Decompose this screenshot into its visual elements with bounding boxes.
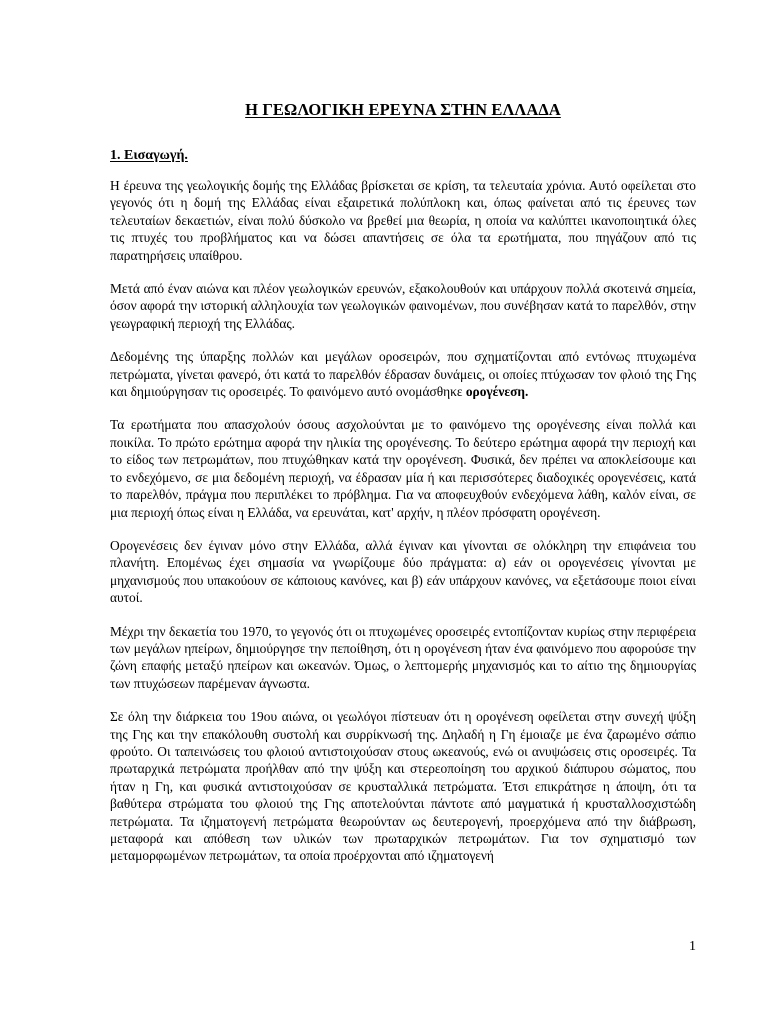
page-number: 1 — [689, 939, 696, 954]
section-heading: 1. Εισαγωγή. — [110, 148, 188, 163]
paragraph-6: Μέχρι την δεκαετία του 1970, το γεγονός ότι οι πτυχωμένες οροσειρές εντοπίζονταν κυρίως στην περιφέρεια των μεγάλων ηπείρων, δημιούργησε την πεποίθηση, ότι η ορογένεση ήταν ένα φαινόμενο που αφορούσε την ζώνη επαφής μεταξύ ηπείρων και ωκεανών. Όμως, ο λεπτομερής μηχανισμός και το αίτιο της δημιουργίας των πτυχώσεων παρέμεναν άγνωστα. — [110, 623, 696, 691]
bold-term: ορογένεση. — [465, 384, 529, 400]
paragraph-4: Τα ερωτήματα που απασχολούν όσους ασχολούνται με το φαινόμενο της ορογένεσης είναι πολλά και ποικίλα. Το πρώτο ερώτημα αφορά την ηλικία της ορογένεσης. Το δεύτερο ερώτημα αφορά την περιοχή και το είδος των πετρωμάτων, που πτυχώθηκαν κατά την ορογένεση. Φυσικά, δεν πρέπει να αποκλείσουμε και το ενδεχόμενο, σε μια δεδομένη περιοχή, να έδρασαν μία ή και περισσότερες διαδοχικές ορογενέσεις, κατά το παρελθόν, πράγμα που περιπλέκει το πρόβλημα. Για να αποφευχθούν ενδεχόμενα λάθη, καλόν είναι, σε μια περιοχή όπως είναι η Ελλάδα, να ερευνάται, κατ' αρχήν, η πλέον πρόσφατη ορογένεση. — [110, 417, 696, 520]
paragraph-1: Η έρευνα της γεωλογικής δομής της Ελλάδας βρίσκεται σε κρίση, τα τελευταία χρόνια. Αυτό οφείλεται στο γεγονός ότι η δομή της Ελλάδας είναι εξαιρετικά πολύπλοκη και, όπως φαίνεται από τις έρευνες των τελευταίων δεκαετιών, είναι πολύ δύσκολο να βρεθεί μια θεωρία, η οποία να καλύπτει ικανοποιητικά όλες τις πτυχές του προβλήματος και να δώσει απαντήσεις σε όλα τα ερωτήματα, που πηγάζουν από τις παρατηρήσεις υπαίθρου. — [110, 178, 696, 263]
paragraph-2: Μετά από έναν αιώνα και πλέον γεωλογικών ερευνών, εξακολουθούν και υπάρχουν πολλά σκοτεινά σημεία, όσον αφορά την ιστορική αλληλουχία των γεωλογικών φαινομένων, που συνέβησαν κατά το παρελθόν, στην γεωγραφική περιοχή της Ελλάδας. — [110, 281, 696, 331]
document-title: Η ΓΕΩΛΟΓΙΚΗ ΕΡΕΥΝΑ ΣΤΗΝ ΕΛΛΑΔΑ — [245, 100, 561, 119]
paragraph-3: Δεδομένης της ύπαρξης πολλών και μεγάλων οροσειρών, που σχηματίζονται από εντόνως πτυχωμένα πετρώματα, γίνεται φανερό, ότι κατά το παρελθόν έδρασαν δυνάμεις, οι οποίες πτύχωσαν τον φλοιό της Γης και δημιούργησαν τις οροσειρές. Το φαινόμενο αυτό ονομάσθηκε ορογένεση. — [110, 349, 696, 400]
paragraph-5: Ορογενέσεις δεν έγιναν μόνο στην Ελλάδα, αλλά έγιναν και γίνονται σε ολόκληρη την επιφάνεια του πλανήτη. Επομένως έχει σημασία να γνωρίζουμε δύο πράγματα: α) εάν οι ορογενέσεις γίνονται με μηχανισμούς που υπακούουν σε κάποιους κανόνες, και β) εάν υπάρχουν κανόνες, να εξετάσουμε ποιοι είναι αυτοί. — [110, 537, 696, 606]
document-page — [110, 100, 696, 881]
paragraph-7: Σε όλη την διάρκεια του 19ου αιώνα, οι γεωλόγοι πίστευαν ότι η ορογένεση οφείλεται στην συνεχή ψύξη της Γης και την επακόλουθη συστολή και συρρίκνωσή της. Δηλαδή η Γη έμοιαζε με ένα ζαρωμένο σάπιο φρούτο. Οι ταπεινώσεις του φλοιού αντιστοιχούσαν στους ωκεανούς, ενώ οι ανυψώσεις στις οροσειρές. Τα πρωταρχικά πετρώματα προήλθαν από την ψύξη και στερεοποίηση του αρχικού διάπυρου σώματος, που ήταν η Γη, και φυσικά αντιστοιχούσαν σε κρυσταλλικά πετρώματα. Έτσι επικράτησε η άποψη, ότι τα βαθύτερα στρώματα του φλοιού της Γης αποτελούνται πάντοτε από μαγματικά ή κρυσταλλοσχιστώδη πετρώματα. Τα ιζηματογενή πετρώματα θεωρούνταν ως δευτερογενή, προερχόμενα από την διάβρωση, μεταφορά και απόθεση των υλικών των πρωταρχικών πετρωμάτων. Για τον σχηματισμό των μεταμορφωμένων πετρωμάτων, τα οποία προέρχονται από ιζηματογενή — [110, 709, 696, 864]
